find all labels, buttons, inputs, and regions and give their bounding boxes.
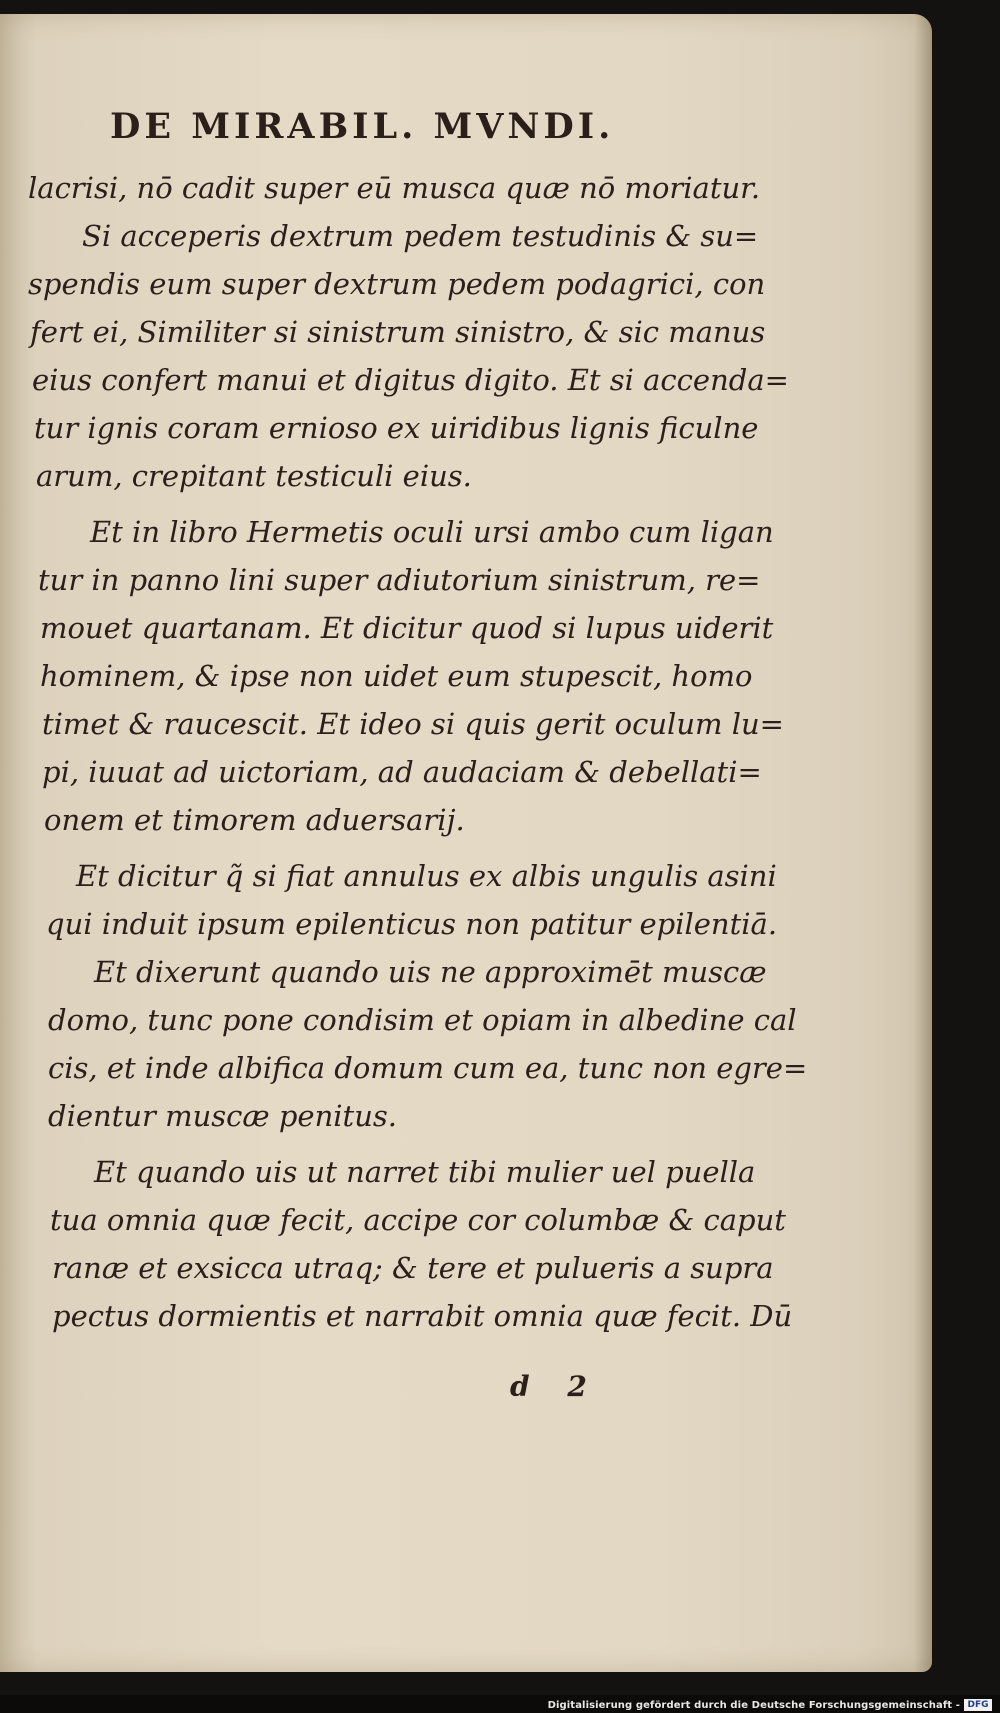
text-line: hominem, & ipse non uidet eum stupescit, homo <box>40 659 753 693</box>
text-line: ranæ et exsicca utraq; & tere et pulueris a supra <box>52 1251 774 1285</box>
text-line: cis, et inde albifica domum cum ea, tunc non egre= <box>48 1051 808 1085</box>
body-text <box>28 164 808 1340</box>
running-head: DE MIRABIL. MVNDI. <box>110 106 615 147</box>
dfg-logo-icon: DFG <box>964 1699 992 1711</box>
text-line: timet & raucescit. Et ideo si quis gerit oculum lu= <box>42 707 784 741</box>
funding-credit: Digitalisierung gefördert durch die Deutsche Forschungsgemeinschaft - <box>547 1700 960 1711</box>
text-line: tur in panno lini super adiutorium sinistrum, re= <box>38 563 761 597</box>
text-line: Et dixerunt quando uis ne approximēt muscæ <box>94 955 767 989</box>
text-line: eius confert manui et digitus digito. Et si accenda= <box>32 363 789 397</box>
text-line: spendis eum super dextrum pedem podagrici, con <box>28 267 766 301</box>
text-line: arum, crepitant testiculi eius. <box>36 459 472 493</box>
digitization-footer <box>0 1695 1000 1713</box>
book-page <box>0 14 932 1672</box>
text-line: mouet quartanam. Et dicitur quod si lupus uiderit <box>40 611 774 645</box>
text-line: qui induit ipsum epilenticus non patitur epilentiā. <box>46 907 778 941</box>
text-line: Et in libro Hermetis oculi ursi ambo cum ligan <box>90 515 774 549</box>
text-line: pi, iuuat ad uictoriam, ad audaciam & debellati= <box>42 755 762 789</box>
text-line: dientur muscæ penitus. <box>48 1099 397 1133</box>
signature-mark: d 2 <box>510 1370 601 1403</box>
text-line: Et quando uis ut narret tibi mulier uel puella <box>94 1155 756 1189</box>
text-line: Et dicitur q̃ si fiat annulus ex albis ungulis asini <box>76 859 777 893</box>
text-line: lacrisi, nō cadit super eū musca quæ nō moriatur. <box>28 171 761 205</box>
text-line: onem et timorem aduersarij. <box>44 803 465 837</box>
text-line: Si acceperis dextrum pedem testudinis & su= <box>82 219 759 253</box>
text-line: fert ei, Similiter si sinistrum sinistro, & sic manus <box>30 315 766 349</box>
text-line: tur ignis coram ernioso ex uiridibus lignis ficulne <box>34 411 759 445</box>
text-line: pectus dormientis et narrabit omnia quæ fecit. Dū <box>52 1299 793 1333</box>
text-line: tua omnia quæ fecit, accipe cor columbæ & caput <box>50 1203 786 1237</box>
text-line: domo, tunc pone condisim et opiam in albedine cal <box>48 1003 797 1037</box>
